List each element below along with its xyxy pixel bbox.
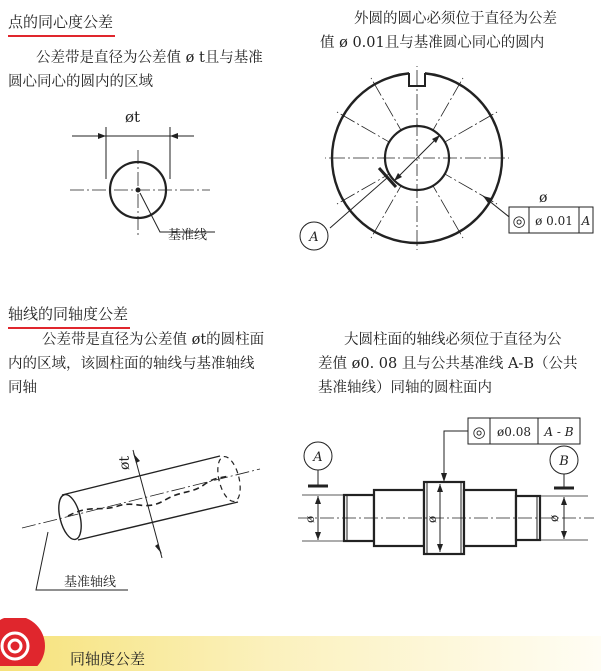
shaft-feature-control-frame <box>468 418 580 444</box>
datum-b-letter-shaft: B <box>559 454 569 469</box>
feature-control-frame <box>509 207 593 233</box>
desc-circle-line-1: 外圆的圆心必须位于直径为公差 <box>354 11 557 27</box>
coaxiality-symbol-icon: ◎ <box>472 423 486 441</box>
datum-a-letter: A <box>309 230 319 245</box>
phi-left: ø <box>303 515 317 523</box>
dim-label-ot-axis: øt <box>117 455 133 470</box>
center-point <box>136 188 141 193</box>
datum-line-label: 基准线 <box>168 228 208 243</box>
desc-circle <box>320 7 600 55</box>
desc-axis-line-2: 内的区域，该圆柱面的轴线与基准轴线 <box>8 356 255 372</box>
diagram-shaft-coaxiality <box>290 410 601 610</box>
desc-axis-line-3: 同轴 <box>8 380 37 396</box>
shaft-frame-datum: A - B <box>544 425 574 439</box>
desc-circle-line-2: 值 ø 0.01且与基准圆心同心的圆内 <box>320 35 545 51</box>
frame-tolerance-value: ø 0.01 <box>535 214 573 228</box>
desc-point-line-1: 公差带是直径为公差值 ø t且与基准 <box>36 50 263 66</box>
desc-point-line-2: 圆心同心的圆内的区域 <box>8 74 153 90</box>
phi-label: ø <box>539 190 548 206</box>
phi-center: ø <box>425 515 439 523</box>
phi-right: ø <box>547 514 561 522</box>
datum-axis-label: 基准轴线 <box>64 575 117 590</box>
datum-a-letter-shaft: A <box>313 450 323 465</box>
frame-datum-letter: A <box>581 214 591 228</box>
heading-axis-coaxiality: 轴线的同轴度公差 <box>8 303 128 324</box>
dim-label-ot: øt <box>125 108 141 126</box>
coaxiality-badge-icon <box>0 618 48 666</box>
diagram-point-concentricity <box>0 100 300 260</box>
diagram-axis-coaxiality <box>0 420 300 620</box>
desc-shaft-line-2: 差值 ø0. 08 且与公共基准线 A-B（公共 <box>318 356 578 372</box>
desc-shaft-line-3: 基准轴线）同轴的圆柱面内 <box>318 380 492 396</box>
desc-axis <box>8 328 308 400</box>
shaft-frame-tolerance: ø0.08 <box>497 425 531 439</box>
heading-underline <box>8 35 115 37</box>
concentricity-symbol-icon: ◎ <box>512 212 526 230</box>
heading-point-concentricity: 点的同心度公差 <box>8 11 113 32</box>
desc-shaft-line-1: 大圆柱面的轴线必须位于直径为公 <box>344 332 562 348</box>
desc-axis-line-1: 公差带是直径为公差值 øt的圆柱面 <box>42 332 265 348</box>
desc-shaft <box>318 328 601 400</box>
desc-point <box>8 46 298 94</box>
footer-title: 同轴度公差 <box>70 650 146 668</box>
diagram-circle-concentricity <box>295 58 601 268</box>
